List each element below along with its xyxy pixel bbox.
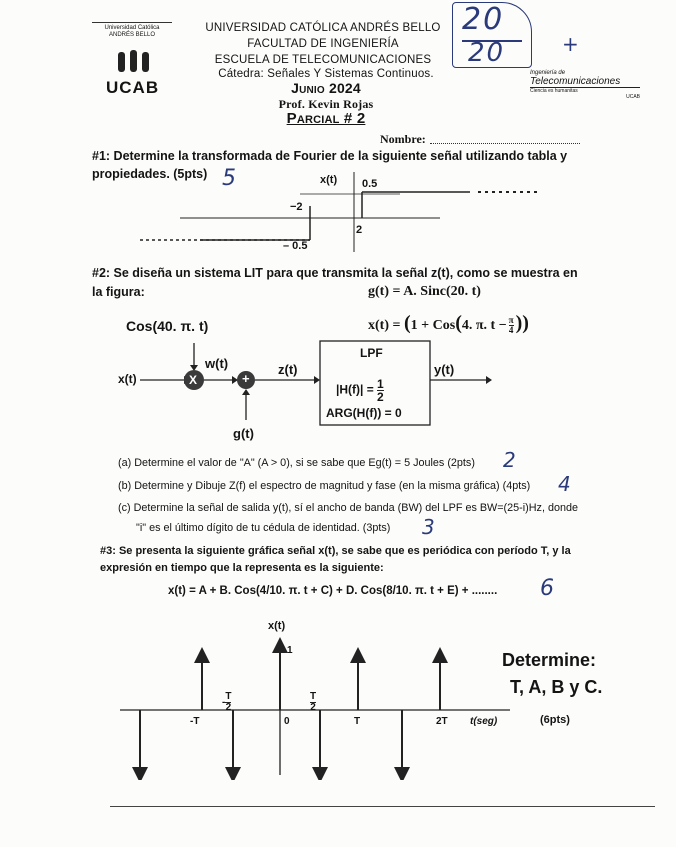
q1-text-line2: propiedades. (5pts) xyxy=(92,167,208,181)
q1-score: 5 xyxy=(222,166,236,191)
grade-total: 20 xyxy=(468,38,506,68)
q3-tick-half-T xyxy=(310,692,316,713)
q3-score: 6 xyxy=(540,576,554,601)
q2-add-symbol: + xyxy=(242,371,250,386)
q2-x-equation: x(t) = (1 + Cos(4. π. t − $\frac{\pi}{4}$ )) xyxy=(368,312,529,336)
q3-tick-T: T xyxy=(354,716,361,727)
ucab-logo-name: Universidad Católica ANDRÉS BELLO xyxy=(92,22,172,39)
q2-part-b: (b) Determine y Dibuje Z(f) el espectro de magnitud y fase (en la misma gráfica) (4pts) xyxy=(118,480,531,492)
ucab-acronym: UCAB xyxy=(106,78,160,97)
q3-points: (6pts) xyxy=(540,714,570,726)
q2-block-diagram xyxy=(110,335,510,435)
lpf-magnitude-label: |H(f)| = xyxy=(336,382,378,397)
name-line xyxy=(430,143,580,144)
q2-x-eq-frac-den: 4 xyxy=(508,325,514,336)
q3-tick-2T: 2T xyxy=(436,716,448,727)
q1-level-neg: – 0.5 xyxy=(283,240,308,252)
q2-x-eq-lhs: x(t) = xyxy=(368,318,404,333)
q2-x-input: x(t) xyxy=(118,372,137,386)
q3-impulse-graph xyxy=(120,630,520,780)
q3-tick-neg-half-num: T xyxy=(225,691,232,702)
school-name: ESCUELA DE TELECOMUNICACIONES xyxy=(214,54,432,66)
q3-determine: Determine: xyxy=(502,650,597,670)
lpf-magnitude-den: 2 xyxy=(377,390,384,404)
q3-tick-half-num: T xyxy=(310,691,317,702)
q1-tick-pos: 2 xyxy=(356,224,363,236)
q2-g-equation: g(t) = A. Sinc(20. t) xyxy=(368,284,481,299)
q3-text-line1: #3: Se presenta la siguiente gráfica señal x(t), se sabe que es periódica con período T, y la xyxy=(100,545,571,557)
q1-signal-graph xyxy=(140,170,560,260)
q2-g-label: g(t) xyxy=(233,426,254,441)
telecom-logo xyxy=(530,70,640,100)
q2-part-c-line1: (c) Determine la señal de salida y(t), sí el ancho de banda (BW) del LPF es BW=(25-i)Hz, donde xyxy=(118,502,578,514)
q3-tick-one: 1 xyxy=(287,645,293,656)
q3-tick-neg-T: -T xyxy=(190,716,200,727)
q1-axis-label: x(t) xyxy=(320,174,338,186)
university-name: UNIVERSIDAD CATÓLICA ANDRÉS BELLO xyxy=(205,22,441,34)
q2-part-a: (a) Determine el valor de "A" (A > 0), si se sabe que Eg(t) = 5 Joules (2pts) xyxy=(118,457,475,469)
telecom-logo-top: Ingeniería de xyxy=(530,70,566,76)
grade-box xyxy=(452,2,532,68)
q3-graph-ylabel: x(t) xyxy=(268,620,286,632)
grade-mark: + xyxy=(562,32,579,56)
q2-mult-symbol: X xyxy=(189,373,198,387)
q2-part-c-line2: "i" es el último dígito de tu cédula de identidad. (3pts) xyxy=(136,522,391,534)
q1-text-line1: #1: Determine la transformada de Fourier de la siguiente señal utilizando tabla y xyxy=(92,149,568,163)
q2-part-c-score: 3 xyxy=(422,515,435,539)
exam-title: Parcial # 2 xyxy=(286,110,366,127)
q2-w-label: w(t) xyxy=(205,356,229,371)
q2-cos-label: Cos(40. π. t) xyxy=(126,318,209,334)
q3-tick-neg-half-T: - $\frac{T}{2}$ xyxy=(222,691,232,713)
q1-level-pos: 0.5 xyxy=(362,178,378,190)
grade-score: 20 xyxy=(462,2,505,37)
lpf-magnitude xyxy=(336,378,384,403)
bottom-divider xyxy=(110,806,655,807)
q3-tick-half-den: 2 xyxy=(310,702,316,713)
q3-time-axis: t(seg) xyxy=(470,716,498,727)
q1-tick-neg: −2 xyxy=(290,201,303,213)
q3-tick-zero: 0 xyxy=(284,716,290,727)
q2-x-eq-body: 1 + Cos xyxy=(410,318,456,333)
name-label: Nombre: xyxy=(380,132,426,146)
q3-equation: x(t) = A + B. Cos(4/10. π. t + C) + D. Cos(8/10. π. t + E) + ........ xyxy=(168,585,498,597)
q2-y-label: y(t) xyxy=(434,362,455,377)
course-name: Cátedra: Señales Y Sistemas Continuos. xyxy=(218,68,434,80)
exam-date: Junio 2024 xyxy=(291,80,361,96)
q3-text-line2: expresión en tiempo que la representa es la siguiente: xyxy=(100,562,384,574)
q2-text-line1: #2: Se diseña un sistema LIT para que transmita la señal z(t), como se muestra en xyxy=(92,266,578,280)
faculty-name: FACULTAD DE INGENIERÍA xyxy=(247,38,399,50)
q2-part-b-score: 4 xyxy=(558,472,571,496)
q2-text-line2: la figura: xyxy=(92,285,145,299)
lpf-title: LPF xyxy=(360,346,383,360)
q2-z-label: z(t) xyxy=(278,362,298,377)
q3-unknowns: T, A, B y C. xyxy=(510,677,603,697)
telecom-logo-sub: Ciencia es humanitas xyxy=(530,88,578,94)
q2-part-a-score: 2 xyxy=(503,448,516,472)
telecom-logo-main: Telecomunicaciones xyxy=(530,76,640,88)
professor-name: Prof. Kevin Rojas xyxy=(278,97,374,111)
lpf-phase: ARG(H(f)) = 0 xyxy=(326,406,402,420)
telecom-logo-tag: UCAB xyxy=(626,94,640,100)
q2-x-eq-arg: 4. π. t − xyxy=(461,318,507,333)
q2-x-eq-frac-num: π xyxy=(508,315,514,326)
lpf-magnitude-num: 1 xyxy=(377,377,384,391)
q3-tick-neg-half-den: 2 xyxy=(225,702,232,713)
